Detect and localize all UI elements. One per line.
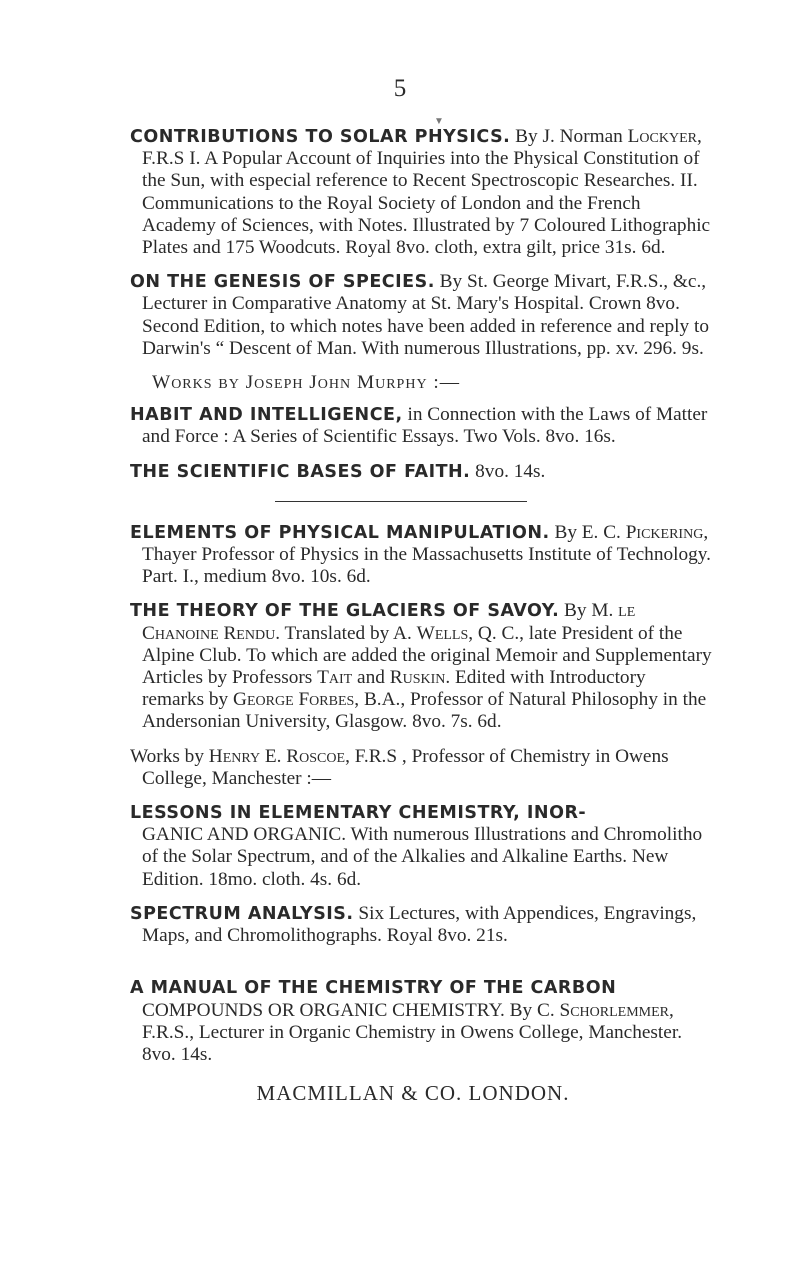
entry-carbon-compounds <box>130 977 712 1066</box>
entry-lessons-in-chemistry <box>130 802 712 891</box>
page-number: 5 <box>393 75 407 102</box>
publisher-footer: MACMILLAN & CO. LONDON. <box>256 1081 570 1106</box>
entry-author: Schorlemmer <box>559 999 669 1021</box>
entry-body-part: . Translated by A. <box>275 622 417 644</box>
entry-body: in Connection with the Laws of Matter and Force : A Series of Scientific Essays. Two Vols. 8vo. 16s. <box>142 404 708 448</box>
entry-title: A MANUAL OF THE CHEMISTRY OF THE CARBON <box>130 978 617 999</box>
print-mark: ▼ <box>434 116 444 127</box>
entry-title: THE THEORY OF THE GLACIERS OF SAVOY. <box>130 601 560 622</box>
entry-body: By St. George Mivart, F.R.S., &c., Lecturer in Comparative Anatomy at St. Mary's Hospital. Crown 8vo. Second Edition, to which notes have been added in reference and reply to Darwin's “ Descent of Man. With numerous Illustrations, pp. xv. 296. 9s. <box>142 271 709 359</box>
entry-body: , Thayer Professor of Physics in the Massachusetts Institute of Technology. Part. I., medium 8vo. 10s. 6d. <box>142 521 711 588</box>
catalogue-content <box>130 126 712 1104</box>
entry-author-prefix: By M. <box>559 600 619 622</box>
entry-author: Pickering <box>625 521 704 543</box>
entry-scientific-bases-of-faith <box>130 461 712 483</box>
entry-body-part: , B.A., Professor of Natural Philosophy in the Andersonian University, Glasgow. 8vo. 7s. 6d. <box>142 689 707 733</box>
entry-body: , F.R.S I. A Popular Account of Inquiries into the Physical Constitution of the Sun, with especial reference to Recent Spectroscopic Researches. II. Communications to the Royal Society of London and the French Academy of Sciences, with Notes. Illustrated by 7 Coloured Lithographic Plates and 175 Woodcuts. Royal 8vo. cloth, extra gilt, price 31s. 6d. <box>142 126 711 259</box>
entry-title: HABIT AND INTELLIGENCE, <box>130 405 403 426</box>
entry-spectrum-analysis <box>130 903 712 947</box>
entry-title: THE SCIENTIFIC BASES OF FAITH. <box>130 461 471 482</box>
entry-editor: George Forbes <box>233 689 355 711</box>
entry-contributor: Tait <box>317 667 353 689</box>
entry-translator: Wells <box>416 622 469 644</box>
entry-body-part: , Q. C., late President of the Alpine Club. To which are added the original Memoir and Supplementary Articles by Professors <box>142 622 712 689</box>
entry-body: GANIC AND ORGANIC. With numerous Illustrations and Chromolitho of the Solar Spectrum, and of the Alkalies and Alkaline Earths. New Edition. 18mo. cloth. 4s. 6d. <box>142 824 703 890</box>
entry-solar-physics <box>130 126 712 259</box>
label-author: Henry E. Roscoe <box>208 745 346 767</box>
entry-body-part: , F.R.S., Lecturer in Organic Chemistry in Owens College, Manchester. 8vo. 14s. <box>142 999 683 1065</box>
entry-habit-and-intelligence <box>130 404 712 448</box>
murphy-works-label: Works by Joseph John Murphy :— <box>152 372 461 394</box>
entry-author-prefix: By J. Norman <box>510 126 628 147</box>
entry-title: ELEMENTS OF PHYSICAL MANIPULATION. <box>130 522 550 543</box>
label-suffix: , F.R.S , Professor of Chemistry in Owens College, Manchester :— <box>142 745 669 789</box>
entry-title: CONTRIBUTIONS TO SOLAR PHYSICS. <box>130 127 511 147</box>
entry-contributor: Ruskin <box>389 667 446 689</box>
entry-title: LESSONS IN ELEMENTARY CHEMISTRY, INOR- <box>130 803 587 824</box>
entry-author: Lockyer <box>627 126 697 147</box>
entry-body: 8vo. 14s. <box>470 460 546 482</box>
entry-author-prefix: By E. C. <box>549 521 626 543</box>
spacer <box>130 959 712 977</box>
entry-body: Six Lectures, with Appendices, Engravings, Maps, and Chromolithographs. Royal 8vo. 21s. <box>142 902 697 947</box>
entry-glaciers-of-savoy <box>130 600 712 733</box>
roscoe-works-label <box>130 746 712 790</box>
entry-title: SPECTRUM ANALYSIS. <box>130 903 354 924</box>
entry-physical-manipulation <box>130 522 712 589</box>
entry-title: ON THE GENESIS OF SPECIES. <box>130 272 435 293</box>
entry-author: le Chanoine Rendu <box>142 600 636 644</box>
entry-body-part: and <box>352 667 390 689</box>
entry-body-part: COMPOUNDS OR ORGANIC CHEMISTRY. By C. <box>142 999 560 1021</box>
entry-body-part: . Edited with Introductory remarks by <box>142 667 646 711</box>
entry-genesis-of-species <box>130 271 712 360</box>
section-divider <box>275 501 527 502</box>
label-prefix: Works by <box>130 745 209 767</box>
